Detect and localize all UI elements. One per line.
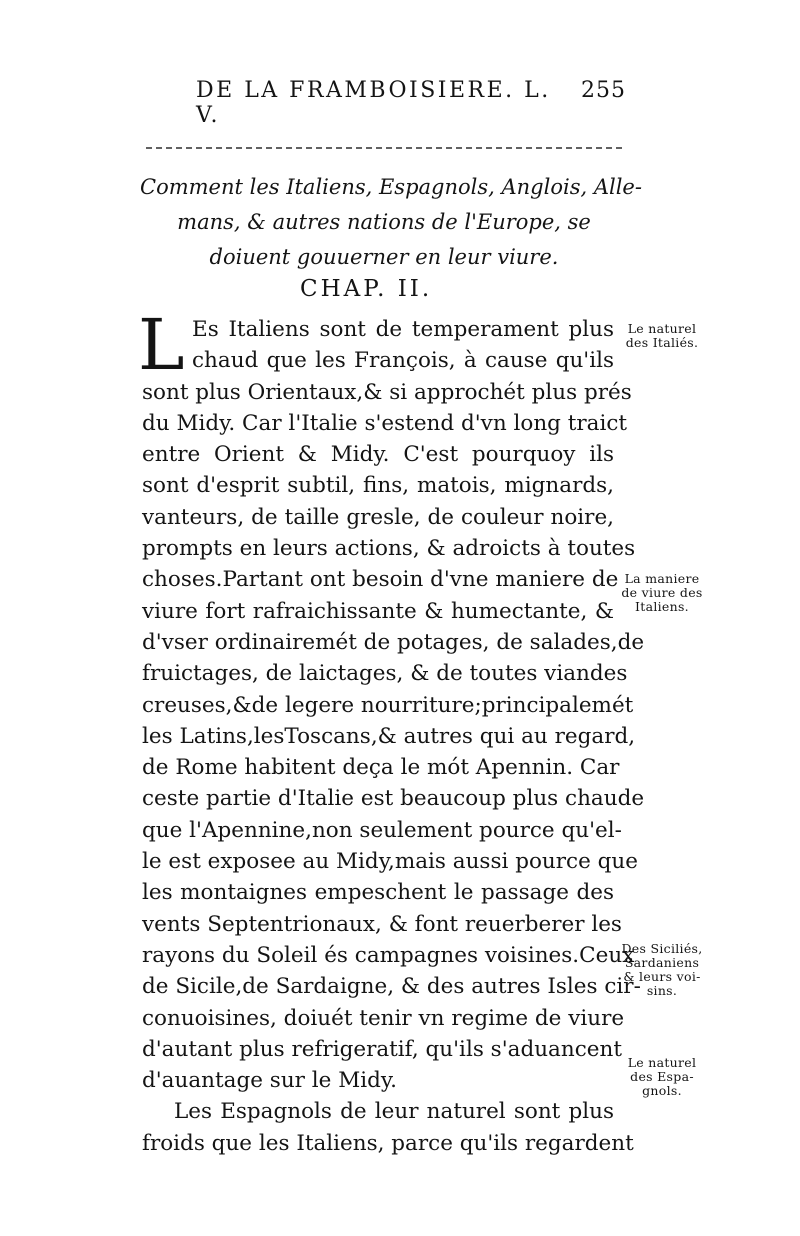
text-line: entre Orient & Midy. C'est pourquoy ils xyxy=(142,442,614,468)
text-line: les Latins,lesToscans,& autres qui au regard, xyxy=(142,723,636,749)
text-line: chaud que les François, à cause qu'ils xyxy=(192,348,614,374)
margin-note-line: Sardaniens xyxy=(624,955,700,970)
header-rule xyxy=(146,147,622,149)
running-head-title: DE LA FRAMBOISIERE. L. V. xyxy=(196,78,551,128)
text-line: sont plus Orientaux,& si approchét plus prés xyxy=(142,379,632,405)
margin-note-line: gnols. xyxy=(642,1083,682,1098)
drop-capital: L xyxy=(138,304,185,386)
text-line: Les Espagnols de leur naturel sont plus xyxy=(174,1099,614,1125)
margin-note-line: Italiens. xyxy=(635,599,689,614)
text-line: Es Italiens sont de temperament plus xyxy=(192,317,614,342)
text-line: d'vser ordinairemét de potages, de salades,de xyxy=(142,629,645,655)
text-line: choses.Partant ont besoin d'vne maniere de xyxy=(142,567,619,593)
text-line: fruictages, de laictages, & de toutes viandes xyxy=(142,661,628,687)
margin-note xyxy=(612,942,712,998)
margin-note xyxy=(612,572,712,614)
text-line: viure fort rafraichissante & humectante, & xyxy=(142,598,614,624)
chapter-title-line: doiuent gouuerner en leur viure. xyxy=(209,245,559,269)
text-line: creuses,&de legere nourriture;principalemét xyxy=(142,692,634,718)
text-line: sont d'esprit subtil, fins, matois, mignards, xyxy=(142,473,614,499)
margin-note-line: & leurs voi- xyxy=(623,969,701,984)
margin-note xyxy=(612,322,712,350)
margin-note-line: La maniere xyxy=(624,571,700,586)
margin-note-line: sins. xyxy=(646,983,678,998)
text-line: prompts en leurs actions, & adroicts à toutes xyxy=(142,536,636,562)
margin-note-line: des Italiés. xyxy=(625,335,699,350)
text-line: les montaignes empeschent le passage des xyxy=(142,880,614,906)
text-line: ceste partie d'Italie est beaucoup plus chaude xyxy=(142,786,645,812)
chapter-number: CHAP. II. xyxy=(300,276,433,302)
text-line: rayons du Soleil és campagnes voisines.Ceux xyxy=(142,942,635,968)
text-line: d'autant plus refrigeratif, qu'ils s'aduancent xyxy=(142,1036,622,1062)
margin-note-line: de viure des xyxy=(621,585,703,600)
margin-note-line: des Espa- xyxy=(630,1069,694,1084)
running-head xyxy=(196,78,626,128)
chapter-title xyxy=(140,170,642,275)
text-line: du Midy. Car l'Italie s'estend d'vn long traict xyxy=(142,410,628,436)
text-line: conuoisines, doiuét tenir vn regime de viure xyxy=(142,1005,625,1031)
text-line: vanteurs, de taille gresle, de couleur noire, xyxy=(142,504,614,530)
text-line: de Rome habitent deça le mót Apennin. Car xyxy=(142,755,620,781)
chapter-title-line: mans, & autres nations de l'Europe, se xyxy=(177,210,591,234)
chapter-title-line: Comment les Italiens, Espagnols, Anglois, Alle- xyxy=(140,175,642,199)
text-line: d'auantage sur le Midy. xyxy=(142,1068,397,1094)
text-line: vents Septentrionaux, & font reuerberer les xyxy=(142,911,622,937)
margin-note xyxy=(612,1056,712,1098)
body-text xyxy=(138,304,645,1159)
text-line: le est exposee au Midy,mais aussi pource que xyxy=(142,849,638,875)
page-number: 255 xyxy=(581,78,626,103)
text-line: froids que les Italiens, parce qu'ils regardent xyxy=(142,1130,634,1156)
text-line: de Sicile,de Sardaigne, & des autres Isles cir- xyxy=(142,974,641,1000)
text-line: que l'Apennine,non seulement pource qu'el- xyxy=(142,817,622,843)
margin-note-line: Le naturel xyxy=(627,321,697,336)
margin-note-line: Des Siciliés, xyxy=(621,941,703,956)
margin-note-line: Le naturel xyxy=(627,1055,697,1070)
